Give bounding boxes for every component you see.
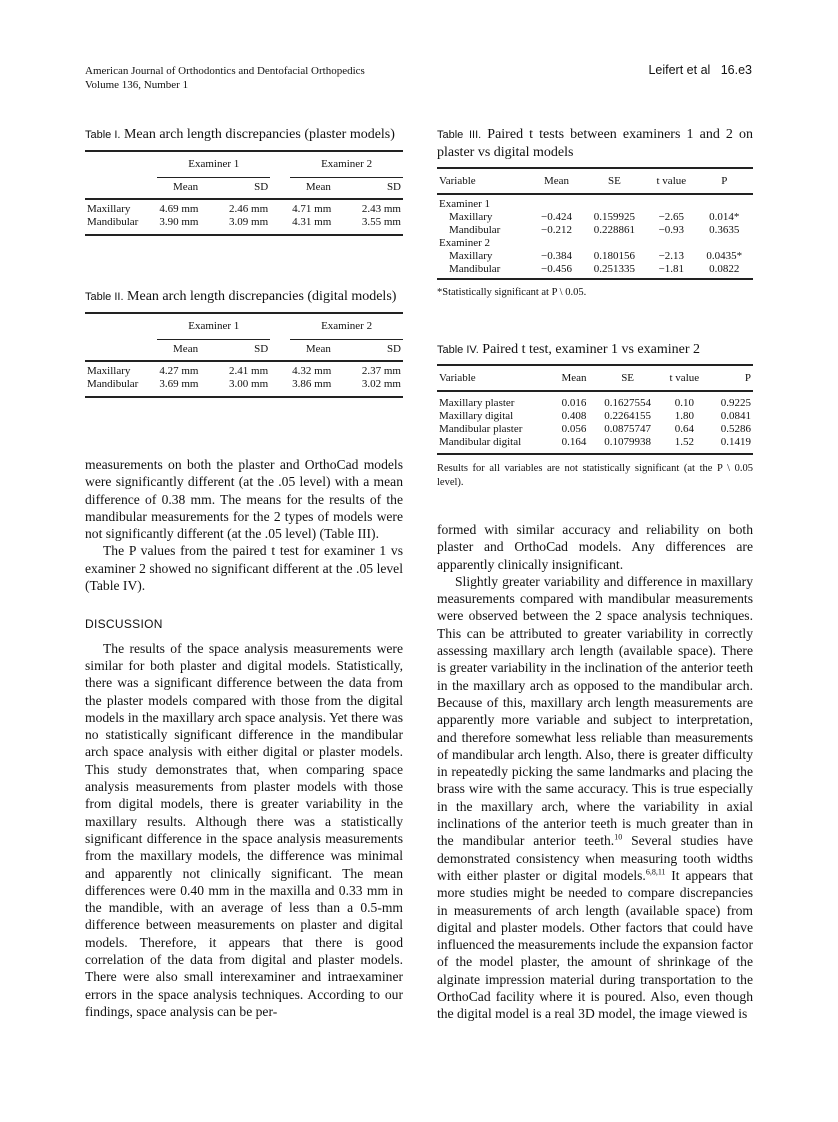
table-caption bbox=[85, 288, 403, 306]
table-label: Table III. bbox=[437, 129, 482, 141]
table-cell bbox=[270, 177, 290, 199]
table-cell: −0.93 bbox=[658, 224, 685, 236]
table-cell: 0.1627554 bbox=[604, 397, 651, 409]
table-caption bbox=[85, 126, 403, 144]
table-cell: Mean bbox=[561, 371, 587, 384]
text: Slightly greater variability and difference in maxillary measurements compared with mandibular measurements were observed between the 2 space analysis techniques. This can be attributed to greater variability in correctly assessing maxillary arch length (available space). There is greater variability in the inclination of the anterior teeth in the maxillary arch as opposed to the mandibular arch. Because of this, maxillary arch length measurements are apparently more variable and subject to interpretation, and therefore somewhat less reliable than measurements of mandibular arch length. Also, there is greater difficulty in repeatedly picking the same landmarks and placing the brass wire with the same accuracy. This is true especially in the maxillary arch, where the variability in axial inclinations of the anterior teeth is much greater than in the mandibular anterior teeth. bbox=[437, 573, 753, 849]
table-cell: Mandibular bbox=[87, 378, 139, 390]
group-label: Examiner 1 bbox=[439, 198, 491, 210]
table-cell: 1.80 bbox=[674, 410, 694, 422]
col-header: Mean bbox=[305, 343, 331, 356]
table-cell: SE bbox=[607, 174, 621, 187]
table-cell: −0.456 bbox=[541, 263, 572, 275]
table-row bbox=[437, 237, 753, 250]
table-cell: 0.64 bbox=[674, 423, 694, 435]
group-header: Examiner 2 bbox=[290, 313, 403, 339]
table-cell: 0.159925 bbox=[593, 211, 636, 223]
table-cell: Mandibular plaster bbox=[439, 423, 523, 435]
table-cell: 0.0875747 bbox=[604, 423, 651, 435]
table-cell: 0.2264155 bbox=[604, 410, 651, 422]
table-note: Results for all variables are not statistically significant (at the P \ 0.05 level). bbox=[437, 463, 753, 488]
table-row bbox=[85, 391, 403, 397]
table-row bbox=[437, 198, 753, 211]
group-header: Examiner 1 bbox=[157, 151, 270, 177]
table-label: Table I. bbox=[85, 129, 121, 141]
paragraph bbox=[437, 573, 753, 1023]
table-cell: 0.056 bbox=[561, 423, 587, 435]
table-cell: 0.180156 bbox=[593, 250, 636, 262]
table-cell: −1.81 bbox=[658, 263, 685, 275]
table-cell: Mandibular bbox=[449, 224, 501, 236]
citation[interactable]: 10 bbox=[614, 832, 623, 842]
table-row bbox=[437, 449, 753, 454]
table-cell: P bbox=[721, 174, 728, 187]
table-cell: 4.69 mm bbox=[159, 203, 199, 215]
table-cell: Mandibular bbox=[87, 216, 139, 228]
text: Several studies have demonstrated consistency when measuring tooth widths with either plaster or digital models. bbox=[437, 833, 753, 883]
table-cell: 3.69 mm bbox=[159, 378, 199, 390]
table-title: Mean arch length discrepancies (digital models) bbox=[127, 289, 397, 304]
section-heading: DISCUSSION bbox=[85, 617, 163, 632]
table-1 bbox=[85, 126, 403, 236]
table-row bbox=[437, 250, 753, 263]
col-header: Mean bbox=[173, 181, 199, 194]
table-cell: Maxillary bbox=[87, 365, 131, 377]
table-cell: 0.0435* bbox=[706, 250, 743, 262]
table-cell bbox=[270, 203, 290, 216]
table-cell: 0.014* bbox=[709, 211, 740, 223]
table-cell: 4.27 mm bbox=[159, 365, 199, 377]
table-cell: 2.46 mm bbox=[229, 203, 269, 215]
table-cell: P bbox=[744, 371, 751, 384]
table-label: Table II. bbox=[85, 291, 124, 303]
table-row bbox=[85, 177, 403, 199]
journal-name: American Journal of Orthodontics and Dentofacial Orthopedics bbox=[85, 65, 365, 77]
col-header: SD bbox=[254, 181, 269, 194]
table-2 bbox=[85, 288, 403, 398]
table-row bbox=[437, 410, 753, 423]
data-table bbox=[437, 167, 753, 280]
group-header: Examiner 2 bbox=[290, 151, 403, 177]
table-row bbox=[437, 168, 753, 194]
table-cell: Maxillary bbox=[449, 211, 493, 223]
table-cell: t value bbox=[656, 174, 687, 187]
table-title: Paired t test, examiner 1 vs examiner 2 bbox=[482, 342, 701, 357]
table-cell bbox=[437, 449, 753, 454]
table-cell: 0.0822 bbox=[709, 263, 740, 275]
col-header: SD bbox=[386, 343, 401, 356]
paragraph: The P values from the paired t test for examiner 1 vs examiner 2 showed no significant different at the .05 level (Table IV). bbox=[85, 543, 403, 594]
table-row bbox=[437, 397, 753, 410]
table-row bbox=[85, 229, 403, 235]
table-cell: 0.9225 bbox=[720, 397, 751, 409]
table-cell: 0.10 bbox=[674, 397, 694, 409]
running-header bbox=[85, 64, 365, 92]
table-cell: Mean bbox=[543, 174, 570, 187]
table-cell: t value bbox=[669, 371, 700, 384]
table-caption bbox=[437, 341, 753, 359]
table-cell: 2.41 mm bbox=[229, 365, 269, 377]
table-cell: 3.55 mm bbox=[361, 216, 401, 228]
table-cell: 3.86 mm bbox=[292, 378, 332, 390]
table-cell: 0.3635 bbox=[709, 224, 740, 236]
table-cell: Variable bbox=[439, 371, 476, 384]
table-3 bbox=[437, 126, 753, 300]
table-cell bbox=[85, 339, 157, 361]
col-header: SD bbox=[254, 343, 269, 356]
table-cell: 0.0841 bbox=[720, 410, 751, 422]
table-row bbox=[437, 224, 753, 237]
table-caption bbox=[437, 126, 753, 161]
paragraph: measurements on both the plaster and OrthoCad models were significantly different (at the .05 level) with a mean difference of 0.38 mm. The means for the results of the mandibular measurements for the 2 types of models were not significantly different (at the .05 level) (Table III). bbox=[85, 457, 403, 542]
table-cell: 0.408 bbox=[561, 410, 587, 422]
group-header: Examiner 1 bbox=[157, 313, 270, 339]
table-cell: 0.228861 bbox=[593, 224, 636, 236]
table-cell: Mandibular bbox=[449, 263, 501, 275]
table-cell bbox=[270, 378, 290, 391]
table-label: Table IV. bbox=[437, 344, 479, 356]
table-cell: Maxillary bbox=[449, 250, 493, 262]
table-row bbox=[85, 339, 403, 361]
table-cell: 0.1419 bbox=[720, 436, 751, 448]
table-cell bbox=[270, 365, 290, 378]
table-cell bbox=[270, 339, 290, 361]
data-table bbox=[85, 150, 403, 236]
col-header: SD bbox=[386, 181, 401, 194]
table-cell: −2.13 bbox=[658, 250, 685, 262]
table-row bbox=[437, 436, 753, 449]
table-cell: 4.32 mm bbox=[292, 365, 332, 377]
table-note: *Statistically significant at P \ 0.05. bbox=[437, 287, 587, 298]
table-row bbox=[85, 151, 403, 177]
left-column bbox=[85, 456, 403, 1020]
table-row bbox=[85, 313, 403, 339]
table-cell: 2.43 mm bbox=[361, 203, 401, 215]
table-cell: −2.65 bbox=[658, 211, 685, 223]
table-cell: Maxillary digital bbox=[439, 410, 514, 422]
table-cell bbox=[270, 313, 290, 339]
table-row bbox=[85, 365, 403, 378]
group-label: Examiner 2 bbox=[439, 237, 491, 249]
table-cell bbox=[270, 216, 290, 229]
table-4 bbox=[437, 341, 753, 490]
page-number: 16.e3 bbox=[720, 63, 752, 77]
table-cell: 3.09 mm bbox=[229, 216, 269, 228]
table-cell: Mandibular digital bbox=[439, 436, 522, 448]
table-cell: −0.212 bbox=[541, 224, 572, 236]
paragraph: formed with similar accuracy and reliability on both plaster and OrthoCad models. Any differences are apparently clinically insignificant. bbox=[437, 522, 753, 572]
table-cell bbox=[437, 276, 753, 279]
table-row bbox=[437, 276, 753, 279]
table-row bbox=[85, 203, 403, 216]
table-row bbox=[437, 423, 753, 436]
table-cell: Maxillary plaster bbox=[439, 397, 515, 409]
text: It appears that more studies might be needed to compare discrepancies in measurements of arch length (available space) from digital and plaster models. Other factors that could have influenced the measurements include the expansion factor of the model plaster, the amount of shrinkage of the alginate impression material during transportation to the OrthoCad facility where it is poured. Also, even though the digital model is a real 3D model, the image viewed is bbox=[437, 867, 753, 1022]
authors: Leifert et al bbox=[648, 63, 711, 77]
table-cell: −0.384 bbox=[541, 250, 572, 262]
table-cell: SE bbox=[621, 371, 635, 384]
right-column bbox=[437, 521, 753, 1023]
table-cell bbox=[85, 151, 157, 177]
journal-volume: Volume 136, Number 1 bbox=[85, 79, 189, 91]
table-cell: 0.251335 bbox=[593, 263, 636, 275]
table-cell: 0.016 bbox=[561, 397, 587, 409]
citation[interactable]: 6,8,11 bbox=[645, 867, 666, 877]
table-row bbox=[437, 211, 753, 224]
paragraph: The results of the space analysis measurements were similar for both plaster and digital models. Statistically, there was a significant difference between the data from the plaster models compared with those from the digital models in the maxillary arch space analysis. Yet there was no statistically significant difference in the mandibular arch space analysis with either digital or plaster models. This study demonstrates that, when comparing space analysis measurements from plaster models with those from digital models, there is greater variability in the maxillary results. Although there was a statistically significant difference in the space analysis measurements from the maxillary models, the difference was minimal and apparently not clinically significant. The mean differences were 0.40 mm in the maxilla and 0.33 mm in the mandible, with an average of less than a 0.5-mm difference between measurements on plaster and digital models. Therefore, it appears that there is good correlation of the data from digital and plaster models. There were also small interexaminer and intraexaminer errors in the space analysis techniques. According to our findings, space analysis can be per- bbox=[85, 640, 403, 1019]
table-cell: 4.71 mm bbox=[292, 203, 332, 215]
table-cell: −0.424 bbox=[541, 211, 572, 223]
table-cell: 2.37 mm bbox=[361, 365, 401, 377]
table-cell: 4.31 mm bbox=[292, 216, 332, 228]
table-row bbox=[85, 216, 403, 229]
table-cell: Variable bbox=[439, 174, 476, 187]
table-cell: 3.90 mm bbox=[159, 216, 199, 228]
data-table bbox=[85, 312, 403, 398]
table-cell: Maxillary bbox=[87, 203, 131, 215]
table-row bbox=[437, 263, 753, 276]
table-cell: 3.02 mm bbox=[361, 378, 401, 390]
table-row bbox=[437, 365, 753, 391]
col-header: Mean bbox=[173, 343, 199, 356]
table-cell bbox=[270, 151, 290, 177]
table-cell: 0.164 bbox=[561, 436, 587, 448]
table-cell bbox=[85, 229, 403, 235]
table-cell bbox=[85, 391, 403, 397]
table-title: Mean arch length discrepancies (plaster models) bbox=[123, 127, 395, 142]
page-info bbox=[648, 63, 752, 77]
col-header: Mean bbox=[305, 181, 331, 194]
table-cell: 0.5286 bbox=[720, 423, 751, 435]
data-table bbox=[437, 364, 753, 455]
table-cell: 1.52 bbox=[674, 436, 694, 448]
table-cell: 0.1079938 bbox=[604, 436, 651, 448]
table-title: Paired t tests between examiners 1 and 2 on plaster vs digital models bbox=[437, 127, 754, 160]
table-cell bbox=[85, 313, 157, 339]
table-cell: 3.00 mm bbox=[229, 378, 269, 390]
table-cell bbox=[85, 177, 157, 199]
table-row bbox=[85, 378, 403, 391]
